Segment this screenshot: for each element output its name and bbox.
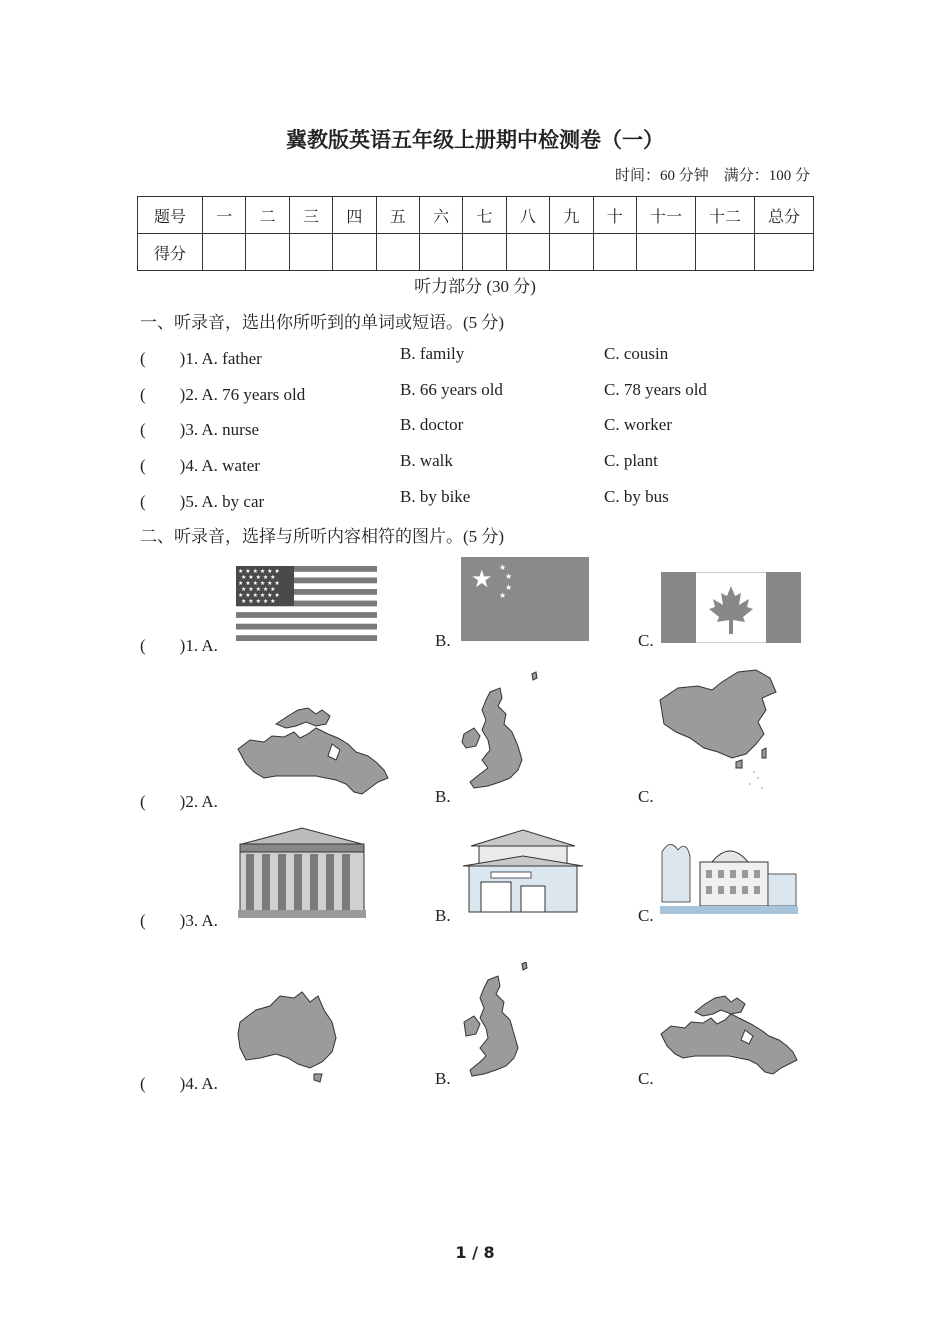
score-header-cell: 五: [376, 197, 419, 234]
s1-q2-a[interactable]: ( )2. A. 76 years old: [140, 385, 306, 404]
s2-q3-c[interactable]: C.: [638, 906, 654, 925]
s1-q3-b[interactable]: B. doctor: [400, 415, 464, 434]
score-header-cell: 十一: [637, 197, 696, 234]
score-input-cell[interactable]: [637, 234, 696, 271]
canada-map-image[interactable]: [236, 704, 390, 802]
score-table: [137, 196, 814, 271]
s1-q5-c[interactable]: C. by bus: [604, 487, 669, 506]
s1-q1-a[interactable]: ( )1. A. father: [140, 349, 262, 368]
score-header-cell: 十二: [696, 197, 755, 234]
score-input-cell[interactable]: [755, 234, 814, 271]
page-title: 冀教版英语五年级上册期中检测卷（一）: [286, 128, 664, 152]
s1-q4-c[interactable]: C. plant: [604, 451, 658, 470]
score-row-label: 得分: [138, 234, 203, 271]
score-input-cell[interactable]: [696, 234, 755, 271]
score-header-cell: 十: [593, 197, 636, 234]
listening-heading: 听力部分 (30 分): [414, 277, 536, 296]
score-header-cell: 一: [203, 197, 246, 234]
s1-q3-c[interactable]: C. worker: [604, 415, 672, 434]
s1-q2-c[interactable]: C. 78 years old: [604, 380, 707, 399]
s1-q4-b[interactable]: B. walk: [400, 451, 453, 470]
svg-text:★ ★ ★ ★ ★: ★ ★ ★ ★ ★: [241, 586, 276, 593]
s1-q3-a[interactable]: ( )3. A. nurse: [140, 420, 259, 439]
score-input-cell[interactable]: [550, 234, 593, 271]
svg-text:★ ★ ★ ★ ★ ★: ★ ★ ★ ★ ★ ★: [238, 568, 280, 575]
score-header-cell: 七: [463, 197, 506, 234]
s1-q5-a[interactable]: ( )5. A. by car: [140, 492, 265, 511]
s2-q4-c[interactable]: C.: [638, 1069, 654, 1088]
s2-q4-a[interactable]: ( )4. A.: [140, 1074, 218, 1093]
score-input-cell[interactable]: [203, 234, 246, 271]
china-map-image[interactable]: [658, 668, 780, 794]
score-input-cell[interactable]: [463, 234, 506, 271]
columned-building-image[interactable]: [238, 826, 366, 918]
s2-q3-a[interactable]: ( )3. A.: [140, 911, 218, 930]
s1-q1-b[interactable]: B. family: [400, 344, 465, 363]
page-number: 1 / 8: [455, 1243, 495, 1262]
svg-text:★ ★ ★ ★ ★: ★ ★ ★ ★ ★: [241, 598, 276, 605]
s2-q1-b[interactable]: B.: [435, 631, 451, 650]
china-flag-image[interactable]: [461, 557, 589, 641]
usa-flag-image[interactable]: [236, 566, 377, 641]
s2-q1-a[interactable]: ( )1. A.: [140, 636, 218, 655]
score-input-cell[interactable]: [289, 234, 332, 271]
score-input-cell[interactable]: [593, 234, 636, 271]
chinese-gate-building-image[interactable]: [461, 826, 585, 918]
score-header-cell: 二: [246, 197, 289, 234]
score-header-cell: 总分: [755, 197, 814, 234]
s1-q4-a[interactable]: ( )4. A. water: [140, 456, 260, 475]
uk-map-image[interactable]: [460, 670, 540, 798]
svg-text:★ ★ ★ ★ ★ ★: ★ ★ ★ ★ ★ ★: [238, 580, 280, 587]
s2-q3-b[interactable]: B.: [435, 906, 451, 925]
svg-text:★: ★: [499, 591, 507, 600]
s1-q5-b[interactable]: B. by bike: [400, 487, 471, 506]
s2-q4-b[interactable]: B.: [435, 1069, 451, 1088]
svg-text:★: ★: [499, 563, 507, 572]
s2-q2-c[interactable]: C.: [638, 787, 654, 806]
section1-heading: 一、听录音，选出你所听到的单词或短语。(5 分): [140, 313, 505, 332]
score-input-cell[interactable]: [419, 234, 462, 271]
s1-q2-b[interactable]: B. 66 years old: [400, 380, 503, 399]
svg-text:★ ★ ★ ★ ★: ★ ★ ★ ★ ★: [241, 574, 276, 581]
score-header-cell: 题号: [138, 197, 203, 234]
score-header-cell: 九: [550, 197, 593, 234]
score-input-cell[interactable]: [333, 234, 376, 271]
section2-heading: 二、听录音，选择与所听内容相符的图片。(5 分): [140, 527, 505, 546]
score-table-score-row: [138, 234, 814, 271]
score-header-cell: 六: [419, 197, 462, 234]
uk-map-image-2[interactable]: [462, 962, 532, 1086]
score-header-cell: 八: [506, 197, 549, 234]
canada-map-image-2[interactable]: [659, 994, 799, 1080]
s2-q2-b[interactable]: B.: [435, 787, 451, 806]
svg-text:★: ★: [505, 583, 513, 592]
canada-flag-image[interactable]: [661, 572, 801, 643]
svg-text:★ ★ ★ ★ ★ ★: ★ ★ ★ ★ ★ ★: [238, 592, 280, 599]
score-table-header-row: [138, 197, 814, 234]
score-input-cell[interactable]: [506, 234, 549, 271]
s2-q1-c[interactable]: C.: [638, 631, 654, 650]
svg-text:★: ★: [505, 572, 513, 581]
score-input-cell[interactable]: [246, 234, 289, 271]
australia-map-image[interactable]: [236, 988, 340, 1084]
score-header-cell: 四: [333, 197, 376, 234]
s2-q2-a[interactable]: ( )2. A.: [140, 792, 218, 811]
svg-text:★: ★: [471, 565, 493, 593]
score-input-cell[interactable]: [376, 234, 419, 271]
exam-meta: 时间：60 分钟 满分：100 分: [614, 168, 810, 184]
s1-q1-c[interactable]: C. cousin: [604, 344, 669, 363]
domed-building-image[interactable]: [660, 832, 798, 920]
score-header-cell: 三: [289, 197, 332, 234]
